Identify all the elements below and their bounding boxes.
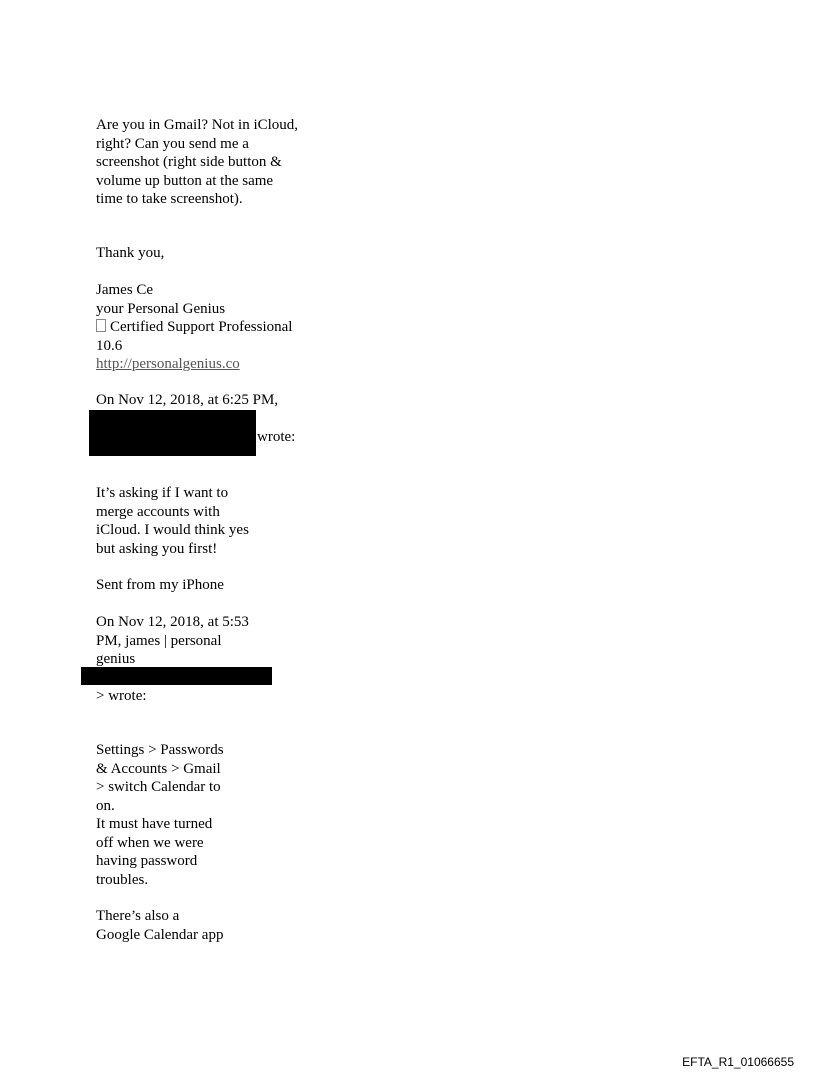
- body-line: but asking you first!: [96, 540, 218, 557]
- quote-wrote: > wrote:: [96, 688, 147, 704]
- body-line: right? Can you send me a: [96, 135, 249, 152]
- sent-from: Sent from my iPhone: [96, 577, 224, 593]
- body-line: merge accounts with: [96, 503, 220, 520]
- body-line: Are you in Gmail? Not in iCloud,: [96, 117, 299, 133]
- signoff: Thank you,: [96, 245, 165, 261]
- signature-tagline: your Personal Genius: [96, 300, 226, 317]
- signature-cert-text: Certified Support Professional: [110, 319, 293, 335]
- body-line: on.: [96, 797, 115, 814]
- missing-glyph-icon: [96, 319, 106, 332]
- body-line: troubles.: [96, 871, 149, 888]
- quote-header: On Nov 12, 2018, at 6:25 PM,: [96, 392, 279, 408]
- body-line: & Accounts > Gmail: [96, 760, 221, 777]
- redaction-block: [89, 410, 256, 456]
- body-line: time to take screenshot).: [96, 191, 243, 207]
- quote-header: genius: [96, 651, 136, 667]
- quote-header: PM, james | personal: [96, 632, 222, 649]
- signature-name: James Ce: [96, 282, 154, 298]
- signature-cert: [96, 318, 292, 337]
- body-line: It must have turned: [96, 816, 213, 832]
- body-line: It’s asking if I want to: [96, 485, 229, 501]
- body-line: iCloud. I would think yes: [96, 522, 249, 538]
- body-line: There’s also a: [96, 908, 180, 924]
- signature-version: 10.6: [96, 337, 123, 354]
- signature-link[interactable]: http://personalgenius.co: [96, 356, 240, 372]
- body-line: Google Calendar app: [96, 926, 224, 943]
- body-line: off when we were: [96, 834, 204, 851]
- redaction-block: [81, 667, 272, 685]
- body-line: having password: [96, 853, 198, 869]
- body-line: volume up button at the same: [96, 172, 274, 189]
- body-line: Settings > Passwords: [96, 742, 224, 758]
- quote-header: On Nov 12, 2018, at 5:53: [96, 614, 249, 630]
- quote-wrote: wrote:: [257, 429, 296, 445]
- body-line: screenshot (right side button &: [96, 154, 282, 170]
- body-line: > switch Calendar to: [96, 779, 221, 795]
- document-id: EFTA_R1_01066655: [682, 1055, 794, 1069]
